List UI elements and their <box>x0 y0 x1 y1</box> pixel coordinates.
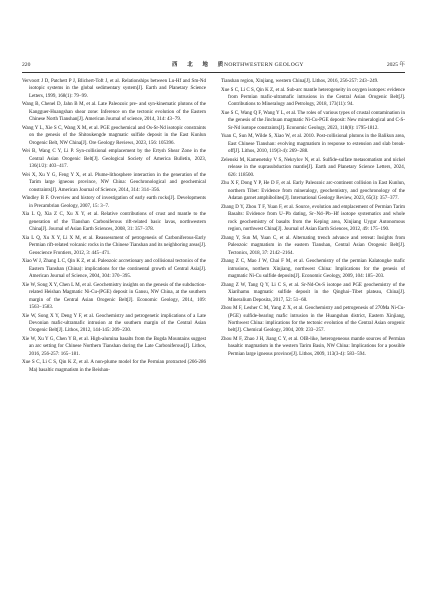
reference-entry: Zelenski M, Kamenetsky V S, Nekrylov N, et al. Sulfide-sulfate metasomatism and nickel release in the suprasubduction mantle[J]. Earth and Planetary Science Letters, 2024, 626: 118500. <box>221 157 405 178</box>
reference-entry: Tianshan region, Xinjiang, western China[J]. Lithos, 2016, 256-257: 243−249. <box>221 79 379 84</box>
reference-entry: Zhou M F, Lesher C M, Yang Z X, et al. Geochemistry and petrogenesis of 270Ma Ni-Cu-(PGE) sulfide-bearing mafic intrusion in the Huangshan district, Eastern Xinjiang, Northwest China: implications for the tectonic evolution of the Central Asian orogenic belt[J]. Chemical Geology, 2004, 209: 233−257. <box>221 306 405 334</box>
left-reference-column <box>22 78 206 583</box>
reference-entry: Yuan C, Sun M, Wilde S, Xiao W, et al. 2010. Post-collisional plutons in the Balikun area, East Chinese Tianshan: evolving magmatism in response to extension and slab break-off[J]. Lithos, 2010, 119(3-4): 269−288. <box>221 134 405 155</box>
reference-entry: Wei B, Wang C Y, Li P. Syn-collisional emplacement by the Ertysh Shear Zone in the Central Asian Orogenic Belt[J]. Geological Society of America Bulletin, 2023, 136(1/2): 403−417. <box>22 149 206 170</box>
reference-columns <box>22 78 405 583</box>
reference-entry: Xie W, Song X Y, Chen L M, et al. Geochemistry insights on the genesis of the subduction- related Heishan Magmatic Ni-Cu-(PGE) deposit in Gansu, NW China, at the southern margin of the Central Asian Orogenic Belt[J]. Economic Geology, 2014, 109: 1563−1583. <box>22 282 206 310</box>
reference-entry: Xue S C, Li C S, Qin K Z, et al. Sub-arc mantle heterogeneity in oxygen isotopes: evidence from Permian mafic-ultramafic intrusions in the Central Asian Orogenic Belt[J]. Contributions to Mineralogy and Petrology, 2018, 173(11): 94. <box>221 87 405 108</box>
reference-entry: Zhu X F, Dong Y P, He D F, et al. Early Paleozoic arc-continent collision in East Kunlun, northern Tibet: Evidence from mineralogy, geochemistry, and geochronology of the Adatan garnet amphibolites[J]. International Geology Review, 2023, 65(3): 357−377. <box>221 181 405 202</box>
page-number: 220 <box>22 62 31 68</box>
reference-entry: Vervoort J D, Patchett P J, Blichert-Toft J, et al. Relationships between Lu-Hf and Sm-Nd isotopic systems in the global sedimentary system[J]. Earth and Planetary Science Letters, 1999, 168(1): 79−99. <box>22 79 206 99</box>
journal-title-chinese: 西 北 地 质 <box>172 62 228 68</box>
reference-entry: Xue S C, Wang Q F, Wang Y L, et al. The roles of various types of crustal contamination in the genesis of the Jinchuan magmatic Ni-Cu-PGE deposit: New mineralogical and C-S-Sr-Nd isotope constraints[J]. Economic Geology, 2023, 118(8): 1795-1812. <box>221 111 405 131</box>
reference-entry: Zhou M F, Zhao J H, Jiang C Y, et al. OIB-like, heterogeneous mantle sources of Permian basaltic magmatism in the western Tarim Basin, NW China: Implications for a possible Permian large igneous province[J]. Lithos, 2009, 113(3-4): 583−594. <box>221 336 405 357</box>
running-header <box>22 60 405 73</box>
reference-entry: Wei X, Xu Y G, Feng Y X, et al. Plume-lithosphere interaction in the generation of the Tarim large igneous province, NW China: Geochronological and geochemical constraints[J]. American Journal of Science, 2014, 314: 314−356. <box>22 172 206 193</box>
reference-entry: Xia L Q, Xu X Y, Li X M, et al. Reassessment of petrogenesis of Carboniferous-Early Permian rift-related volcanic rocks in the Chinese Tianshan and its neighboring areas[J]. Geoscience Frontiers, 2012, 3: 445−471. <box>22 235 206 256</box>
publication-year: 2025 年 <box>386 62 405 68</box>
reference-entry: Xie W, Xu Y G, Chen Y B, et al. High-alumina basalts from the Bogda Mountains suggest an arc setting for Chinese Northern Tianshan during the Late Carboniferous[J]. Lithos, 2016, 256-257: 165−181. <box>22 336 206 357</box>
reference-entry: Xie W, Song X Y, Deng Y F, et al. Geochemistry and petrogenetic implications of a Late Devonian mafic-ultramafic intrusion at the southern margin of the Central Asian Orogenic Belt[J]. Lithos, 2012, 144-145: 209−230. <box>22 313 206 334</box>
reference-entry: Zhang Y, Sun M, Yuan C, et al. Alternating trench advance and retreat: Insights from Paleozoic magmatism in the eastern Tianshan, Central Asian Orogenic Belt[J]. Tectonics, 2018, 37: 2142−2164. <box>221 235 405 256</box>
reference-entry: Wang Y L, Xie S C, Wang X M, et al. PGE geochemical and Os-Sr-Nd isotopic constraints on the genesis of the Shitoukengde magmatic sulfide deposit in the East Kunlun Orogenic Belt, NW China[J]. Ore Geology Reviews, 2023, 156: 105396. <box>22 125 206 146</box>
reference-entry: Windley B F. Overview and history of investigation of early earth rocks[J]. Developments in Precambrian Geology, 2007, 15: 3−7. <box>22 196 206 209</box>
journal-title-english: NORTHWESTERN GEOLOGY <box>224 62 304 68</box>
reference-entry: Xiao W J, Zhang L C, Qin K Z, et al. Paleozoic accretionary and collisional tectonics of the Eastern Tianshan (China): implications for the continental growth of Central Asia[J]. American Journal of Science, 2004, 304: 370−395. <box>22 259 206 280</box>
reference-entry: Wang B, Chenel D, Jahn B M, et al. Late Paleozoic pre- and syn-kinematic plutons of the Kangguer-Huangshan shear zone: Inference on the tectonic evolution of the Eastern Chinese North Tianshan[J]. American Journal of science, 2014, 314: 43−79. <box>22 102 206 123</box>
reference-entry: Xia L Q, Xia Z C, Xu X Y, et al. Relative contributions of crust and mantle to the generation of the Tianshan Carboniferous rift-related basic lavas, northwestern China[J]. Journal of Asian Earth Sciences, 2008, 31: 357−378. <box>22 212 206 233</box>
right-reference-column <box>221 78 405 583</box>
reference-entry: Zhang D Y, Zhou T F, Yuan F, et al. Source, evolution and emplacement of Permian Tarim Basalts: Evidence from U−Pb dating, Sr−Nd−Pb−Hf isotope systematics and whole rock geochemistry of basalts from the Keping area, Xinjiang Uygur Autonomous region, northwest China[J]. Journal of Asian Earth Sciences, 2012, 49: 175−190. <box>221 204 405 233</box>
reference-entry: Xue S C, Li C S, Qin K Z, et al. A non-plume model for the Permian protracted (266-286 Ma) basaltic magmatism in the Beishan- <box>22 360 206 373</box>
reference-entry: Zhang Z C, Mao J W, Chai F M, et al. Geochemistry of the permian Kalatongke mafic intrusions, northern Xinjiang, northwest China: Implications for the genesis of magmatic Ni-Cu sulfide deposits[J]. Economic Geology, 2009, 104: 185−203. <box>221 259 405 280</box>
reference-entry: Zhang Z W, Tang Q Y, Li C S, et al. Sr-Nd-Os-S isotope and PGE geochemistry of the Xiarihamu magmatic sulfide deposit in the Qinghai−Tibet plateau, China[J]. Mineralium Deposita, 2017, 52: 51−68. <box>221 282 405 303</box>
